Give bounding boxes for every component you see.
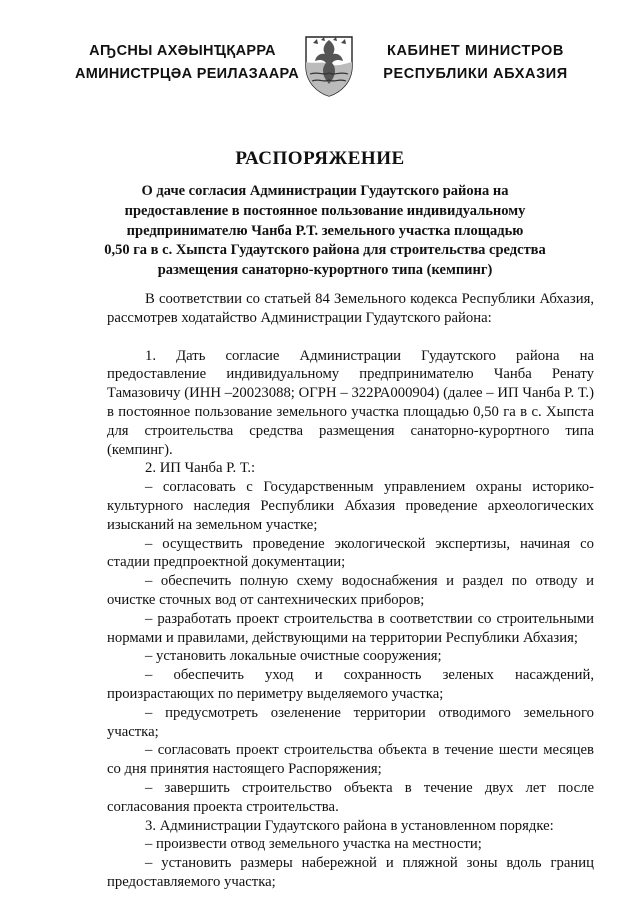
item-1-paragraph: 1. Дать согласие Администрации Гудаутского района на предоставление индивидуальному предпринимателю Чанба Ренату Тамазовичу (ИНН –20023088; ОГРН – 322РА000904) (далее – ИП Чанба Р. Т.) в постоянное пользование земельного участка площадью 0,50 га в с. Хыпста для строительства средства размещения санаторно-курортного типа (кемпинг). <box>107 347 594 458</box>
item-2-heading: 2. ИП Чанба Р. Т.: <box>145 460 256 477</box>
header-right-line1: КАБИНЕТ МИНИСТРОВ <box>387 43 564 59</box>
item-2-list-item: – разработать проект строительства в соответствии со строительными нормами и правилами, действующими на территории Республики Абхазия; <box>107 610 594 646</box>
item-2-list-item: – установить локальные очистные сооружения; <box>145 648 442 665</box>
item-2-list-item: – предусмотреть озеленение территории отводимого земельного участка; <box>107 704 594 740</box>
document-subject <box>95 182 555 281</box>
item-3-list-item: – произвести отвод земельного участка на местности; <box>145 836 482 853</box>
header-left-line2: АМИНИСТРЦӘА РЕИЛАЗААРА <box>75 66 300 82</box>
coat-of-arms-icon <box>302 34 356 98</box>
item-2-list-item: – завершить строительство объекта в течение двух лет после согласования проекта строительства. <box>107 779 594 815</box>
header-left-line1: АҦСНЫ АХӘЫНҴҚАРРА <box>89 43 276 59</box>
subject-line: размещения санаторно-курортного типа (кемпинг) <box>157 262 493 279</box>
item-2-list-item: – обеспечить полную схему водоснабжения и раздел по отводу и очистке сточных вод от сантехнических приборов; <box>107 573 594 608</box>
header-right-line2: РЕСПУБЛИКИ АБХАЗИЯ <box>383 66 568 82</box>
item-2-list-item: – согласовать проект строительства объекта в течение шести месяцев со дня принятия настоящего Распоряжения; <box>107 742 594 778</box>
header-right-block <box>373 40 578 86</box>
item-2-list-item: – обеспечить уход и сохранность зеленых насаждений, произрастающих по периметру выделяемого участка; <box>107 667 594 702</box>
header-left-block <box>75 40 300 86</box>
item-2-list-item: – осуществить проведение экологической экспертизы, начиная со стадии предпроектной документации; <box>107 535 594 571</box>
item-3-heading: 3. Администрации Гудаутского района в установленном порядке: <box>145 817 554 834</box>
subject-line: О даче согласия Администрации Гудаутского района на <box>141 183 509 199</box>
preamble-paragraph: В соответствии со статьей 84 Земельного кодекса Республики Абхазия, рассмотрев ходатайство Администрации Гудаутского района: <box>107 291 594 326</box>
subject-line: предпринимателю Чанба Р.Т. земельного участка площадью <box>126 222 524 239</box>
subject-line: 0,50 га в с. Хыпста Гудаутского района для строительства средства <box>104 242 546 259</box>
document-title: РАСПОРЯЖЕНИЕ <box>235 148 405 169</box>
document-body <box>107 290 594 892</box>
subject-line: предоставление в постоянное пользование индивидуальному <box>124 202 526 219</box>
item-3-list-item: – установить размеры набережной и пляжной зоны вдоль границ предоставляемого участка; <box>107 855 594 890</box>
item-2-list-item: – согласовать с Государственным управлением охраны историко-культурного наследия Республики Абхазия проведение археологических изысканий на земельном участке; <box>107 479 594 533</box>
